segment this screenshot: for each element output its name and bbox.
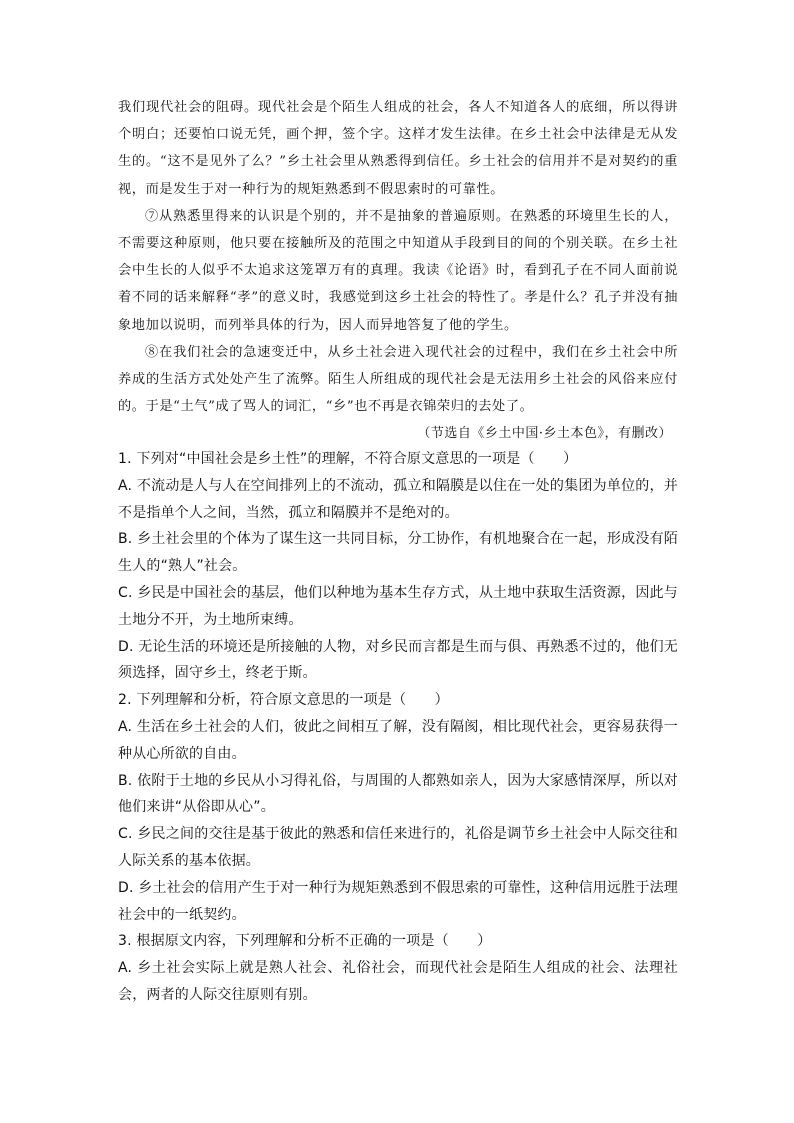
- passage-paragraph-7: ⑦从熟悉里得来的认识是个别的，并不是抽象的普遍原则。在熟悉的环境里生长的人，不需要这种原则，他只要在接触所及的范围之中知道从手段到目的间的个别关联。在乡土社会中生长的人似乎不太追求这笼罩万有的真理。我读《论语》时，看到孔子在不同人面前说着不同的话来解释“孝”的意义时，我感觉到这乡土社会的特性了。孝是什么？孔子并没有抽象地加以说明，而列举具体的行为，因人而异地答复了他的学生。: [118, 208, 678, 333]
- option-a: A. 不流动是人与人在空间排列上的不流动，孤立和隔膜是以住在一处的集团为单位的，并不是指单个人之间，当然，孤立和隔膜并不是绝对的。: [118, 477, 678, 521]
- option-b: B. 依附于土地的乡民从小习得礼俗，与周围的人都熟如亲人，因为大家感情深厚，所以对他们来讲“从俗即从心”。: [118, 772, 678, 816]
- question-stem: 3. 根据原文内容，下列理解和分析不正确的一项是（ ）: [118, 933, 492, 950]
- option-c: C. 乡民之间的交往是基于彼此的熟悉和信任来进行的，礼俗是调节乡土社会中人际交往和人际关系的基本依据。: [118, 826, 678, 869]
- question-2: [118, 687, 678, 928]
- question-stem: 2. 下列理解和分析，符合原文意思的一项是（ ）: [118, 692, 449, 709]
- passage-source-note: （节选自《乡土中国·乡土本色》，有删改）: [417, 426, 672, 441]
- reading-passage: [118, 94, 678, 420]
- option-d: D. 无论生活的环境还是所接触的人物，对乡民而言都是生而与俱、再熟悉不过的，他们无须选择，固守乡土，终老于斯。: [118, 638, 678, 682]
- option-a: A. 乡土社会实际上就是熟人社会、礼俗社会，而现代社会是陌生人组成的社会、法理社会，两者的人际交往原则有别。: [118, 960, 678, 1003]
- question-3: [118, 928, 678, 1008]
- passage-paragraph-8: ⑧在我们社会的急速变迁中，从乡土社会进入现代社会的过程中，我们在乡土社会中所养成的生活方式处处产生了流弊。陌生人所组成的现代社会是无法用乡土社会的风俗来应付的。于是“土气”成了骂人的词汇，“乡”也不再是衣锦荣归的去处了。: [118, 344, 678, 415]
- option-c: C. 乡民是中国社会的基层，他们以种地为基本生存方式，从土地中获取生活资源，因此与土地分不开，为土地所束缚。: [118, 584, 678, 628]
- option-a: A. 生活在乡土社会的人们，彼此之间相互了解，没有隔阂，相比现代社会，更容易获得一种从心所欲的自由。: [118, 718, 678, 762]
- question-1: [118, 446, 678, 687]
- question-list: [118, 446, 678, 1009]
- option-b: B. 乡土社会里的个体为了谋生这一共同目标，分工协作，有机地聚合在一起，形成没有陌生人的“熟人”社会。: [118, 531, 678, 575]
- option-d: D. 乡土社会的信用产生于对一种行为规矩熟悉到不假思索的可靠性，这种信用远胜于法理社会中的一纸契约。: [118, 879, 678, 923]
- question-stem: 1. 下列对“中国社会是乡土性”的理解，不符合原文意思的一项是（ ）: [118, 451, 578, 467]
- passage-paragraph-1: 我们现代社会的阻碍。现代社会是个陌生人组成的社会，各人不知道各人的底细，所以得讲个明白；还要怕口说无凭，画个押，签个字。这样才发生法律。在乡土社会中法律是无从发生的。“这不是见外了么？”乡土社会里从熟悉得到信任。乡土社会的信用并不是对契约的重视，而是发生于对一种行为的规矩熟悉到不假思索时的可靠性。: [118, 100, 678, 197]
